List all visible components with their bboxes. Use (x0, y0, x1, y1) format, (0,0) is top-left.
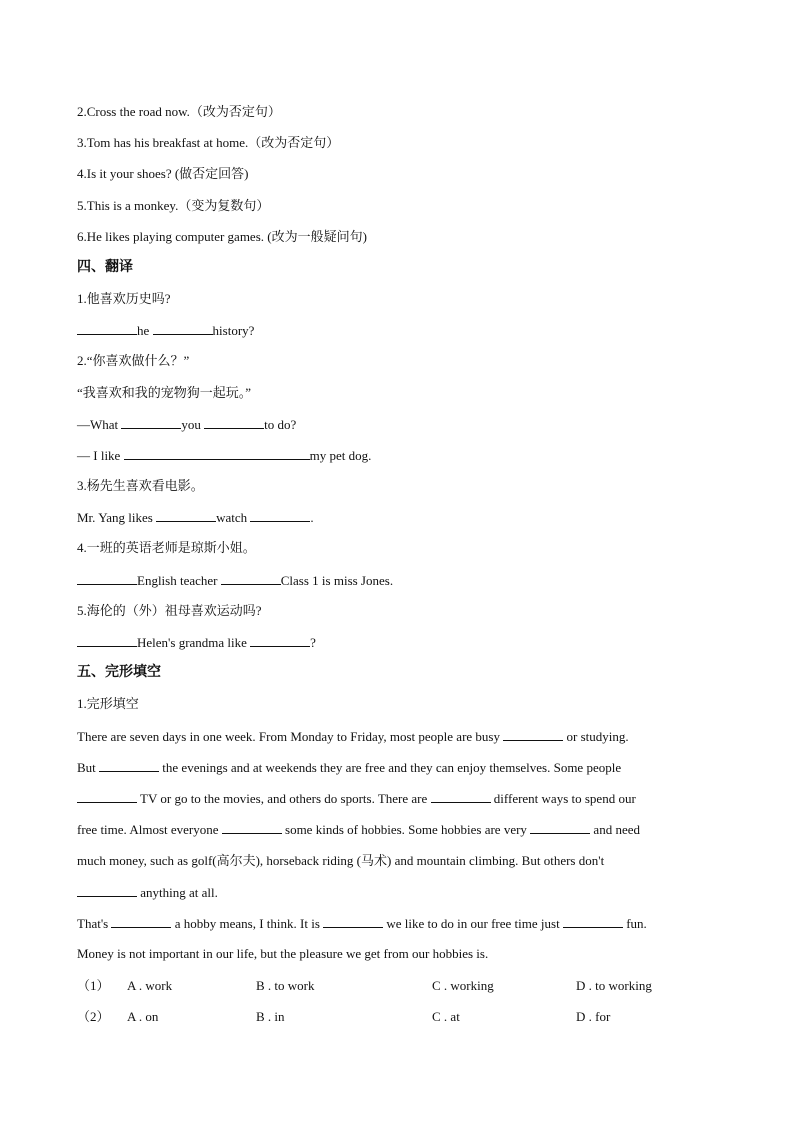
answer-blank[interactable] (204, 416, 264, 429)
transform-q2: 2.Cross the road now.（改为否定句） (77, 104, 281, 119)
translate-q4-chinese: 4.一班的英语老师是琼斯小姐。 (77, 540, 256, 555)
answer-blank[interactable] (77, 322, 137, 335)
translate-q2-english-answer: — I like my pet dog. (77, 448, 372, 463)
answer-blank[interactable] (323, 915, 383, 928)
cloze-passage-line: Money is not important in our life, but the pleasure we get from our hobbies is. (77, 946, 489, 961)
cloze-passage-line: anything at all. (77, 884, 218, 901)
option-number: （1） (77, 978, 110, 993)
translate-q4-english: English teacher Class 1 is miss Jones. (77, 572, 393, 589)
translate-q1-english: he history? (77, 322, 254, 339)
answer-blank[interactable] (153, 322, 213, 335)
answer-blank[interactable] (250, 634, 310, 647)
cloze-passage-line: free time. Almost everyone some kinds of hobbies. Some hobbies are very and need (77, 822, 640, 837)
answer-blank[interactable] (431, 790, 491, 803)
cloze-subtitle: 1.完形填空 (77, 696, 139, 711)
cloze-passage-line: But the evenings and at weekends they are free and they can enjoy themselves. Some people (77, 760, 622, 775)
translate-q2-english-question: —What you to do? (77, 417, 297, 432)
option-b[interactable]: B . in (256, 1009, 285, 1024)
translate-q3-chinese: 3.杨先生喜欢看电影。 (77, 478, 204, 493)
answer-blank[interactable] (77, 634, 137, 647)
answer-blank[interactable] (530, 821, 590, 834)
answer-blank[interactable] (221, 572, 281, 585)
transform-q5: 5.This is a monkey.（变为复数句） (77, 198, 270, 213)
translate-q5-english: Helen's grandma like ? (77, 634, 316, 651)
option-c[interactable]: C . working (432, 978, 494, 993)
cloze-passage-line: TV or go to the movies, and others do sports. There are different ways to spend our (77, 790, 636, 807)
cloze-passage-line: That's a hobby means, I think. It is we like to do in our free time just fun. (77, 916, 647, 931)
section-heading-translate: 四、翻译 (77, 260, 133, 275)
section-heading-cloze: 五、完形填空 (77, 665, 161, 680)
option-a[interactable]: A . on (127, 1009, 159, 1024)
option-number: （2） (77, 1009, 110, 1024)
answer-blank[interactable] (77, 790, 137, 803)
answer-blank[interactable] (563, 915, 623, 928)
answer-blank[interactable] (156, 509, 216, 522)
option-b[interactable]: B . to work (256, 978, 315, 993)
answer-blank[interactable] (99, 759, 159, 772)
answer-blank[interactable] (77, 884, 137, 897)
option-a[interactable]: A . work (127, 978, 173, 993)
translate-q3-english: Mr. Yang likes watch . (77, 510, 314, 525)
translate-q2-chinese: 2.“你喜欢做什么？” (77, 353, 190, 368)
translate-q2-chinese-answer: “我喜欢和我的宠物狗一起玩。” (77, 385, 252, 400)
option-d[interactable]: D . to working (576, 978, 652, 993)
option-c[interactable]: C . at (432, 1009, 460, 1024)
cloze-passage-line: There are seven days in one week. From Monday to Friday, most people are busy or studying. (77, 729, 629, 744)
transform-q4: 4.Is it your shoes? (做否定回答) (77, 166, 249, 181)
cloze-passage-line: much money, such as golf(高尔夫), horseback riding (马术) and mountain climbing. But others don't (77, 853, 605, 868)
transform-q6: 6.He likes playing computer games. (改为一般疑问句) (77, 229, 367, 244)
translate-q1-chinese: 1.他喜欢历史吗? (77, 291, 171, 306)
answer-blank[interactable] (222, 821, 282, 834)
transform-q3: 3.Tom has his breakfast at home.（改为否定句） (77, 135, 340, 150)
answer-blank[interactable] (503, 728, 563, 741)
answer-blank[interactable] (77, 572, 137, 585)
answer-blank[interactable] (121, 416, 181, 429)
translate-q5-chinese: 5.海伦的（外）祖母喜欢运动吗? (77, 603, 262, 618)
answer-blank[interactable] (111, 915, 171, 928)
option-d[interactable]: D . for (576, 1009, 611, 1024)
answer-blank[interactable] (250, 509, 310, 522)
answer-blank[interactable] (124, 447, 310, 460)
